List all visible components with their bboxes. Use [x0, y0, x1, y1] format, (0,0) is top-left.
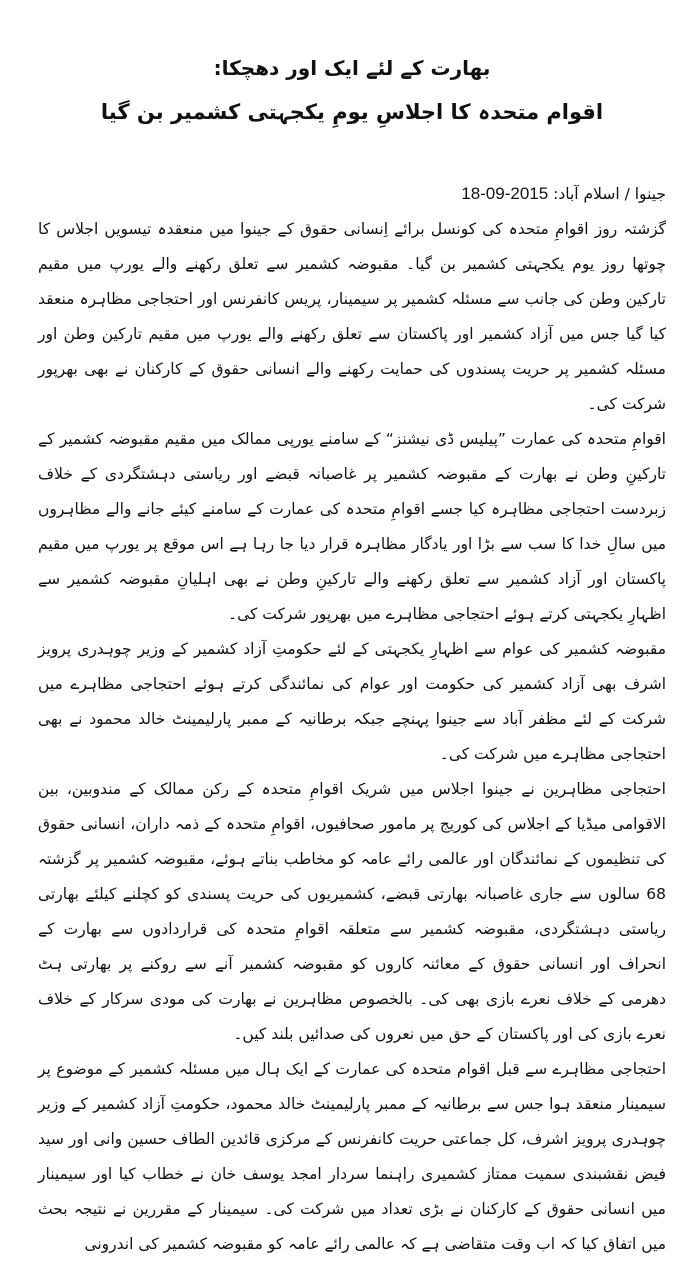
paragraph-5: احتجاجی مظاہرے سے قبل اقوام متحدہ کی عمارت کے ایک ہال میں مسئلہ کشمیر کے موضوع پر سیمینار منعقد ہوا جس سے برطانیہ کے ممبر پارلیمینٹ خالد محمود، حکومتِ آزاد کشمیر کے وزیر چوہدری پرویز اشرف، کل جماعتی حریت کانفرنس کے مرکزی قائدین الطاف حسین وانی اور سید فیض نقشبندی سمیت ممتاز کشمیری راہنما سردار امجد یوسف خان نے خطاب کیا اور سیمینار میں انسانی حقوق کے کارکنان نے بڑی تعداد میں شرکت کی۔ سیمینار کے مقررین نے نتیجہ بحث میں اتفاق کیا کہ اب وقت متقاضی ہے کہ عالمی رائے عامہ کو مقبوضہ کشمیر کی اندرونی — [38, 1060, 666, 1253]
dateline — [38, 176, 666, 212]
dateline-place: جینوا / اسلام آباد: — [553, 185, 666, 203]
paragraph-4: احتجاجی مظاہرین نے جینوا اجلاس میں شریک اقوامِ متحدہ کے رکن ممالک کے مندوبین، بین الاقوامی میڈیا کے اجلاس کی کوریج پر مامور صحافیوں، اقوامِ متحدہ کے ذمہ داران، انسانی حقوق کی تنظیموں کے نمائندگان اور عالمی رائے عامہ کو مخاطب بناتے ہوئے، مقبوضہ کشمیر پر گزشتہ 68 سالوں سے جاری غاصبانہ بھارتی قبضے، کشمیریوں کی حریت پسندی کو کچلنے کیلئے بھارتی ریاستی دہشتگردی، مقبوضہ کشمیر سے متعلقہ اقوامِ متحدہ کی قراردادوں سے بھارت کے انحراف اور انسانی حقوق کے معائنہ کاروں کو مقبوضہ کشمیر آنے سے روکنے پر بھارتی ہٹ دھرمی کے خلاف نعرے بازی بھی کی۔ بالخصوص مظاہرین نے بھارت کی مودی سرکار کے خلاف نعرے بازی کی اور پاکستان کے حق میں نعروں کی صدائیں بلند کیں۔ — [38, 780, 666, 1043]
headline-title: اقوام متحدہ کا اجلاسِ یومِ یکجہتی کشمیر بن گیا — [100, 100, 604, 124]
paragraph-2: اقوامِ متحدہ کی عمارت ”پیلیس ڈی نیشنز“ کے سامنے یورپی ممالک میں مقیم مقبوضہ کشمیر کے تارکینِ وطن نے بھارت کے مقبوضہ کشمیر پر غاصبانہ قبضے اور ریاستی دہشتگردی کے خلاف زبردست احتجاجی مظاہرہ کیا جسے اقوامِ متحدہ کی عمارت کے سامنے کیئے جانے والے مظاہروں میں سالِ خدا کا سب سے بڑا اور یادگار مظاہرہ قرار دیا جا رہا ہے اس موقع پر یورپ میں مقیم پاکستان اور آزاد کشمیر سے تعلق رکھنے والے تارکینِ وطن نے بھی اہلیانِ مقبوضہ کشمیر سے اظہارِ یکجہتی کرتے ہوئے احتجاجی مظاہرے میں بھرپور شرکت کی۔ — [38, 430, 666, 623]
paragraph-1: گزشتہ روز اقوامِ متحدہ کی کونسل برائے اِنسانی حقوق کے جینوا میں منعقدہ تیسویں اجلاس کا چوتھا روز یوم یکجہتی کشمیر بن گیا۔ مقبوضہ کشمیر سے تعلق رکھنے والے یورپ میں مقیم تارکین وطن کی جانب سے مسئلہ کشمیر پر سیمینار، پریس کانفرنس اور احتجاجی مظاہرہ منعقد کیا گیا جس میں آزاد کشمیر اور پاکستان سے تعلق رکھنے والے یورپ میں مقیم تارکین وطن اور مسئلہ کشمیر پر حریت پسندوں کی حمایت رکھنے والے انسانی حقوق کے کارکنان نے بھی بھرپور شرکت کی۔ — [38, 220, 666, 413]
article-body — [38, 176, 666, 1262]
paragraph-3: مقبوضہ کشمیر کی عوام سے اظہارِ یکجہتی کے لئے حکومتِ آزاد کشمیر کے وزیر چوہدری پرویز اشرف بھی آزاد کشمیر کی حکومت اور عوام کی نمائندگی کرتے ہوئے احتجاجی مظاہرے میں شرکت کے لئے مظفر آباد سے جینوا پہنچے جبکہ برطانیہ کے ممبر پارلیمینٹ خالد محمود نے بھی احتجاجی مظاہرے میں شرکت کی۔ — [38, 640, 666, 763]
dateline-date: 18-09-2015 — [461, 184, 549, 203]
headline-kicker: بھارت کے لئے ایک اور دھچکا: — [213, 56, 491, 80]
